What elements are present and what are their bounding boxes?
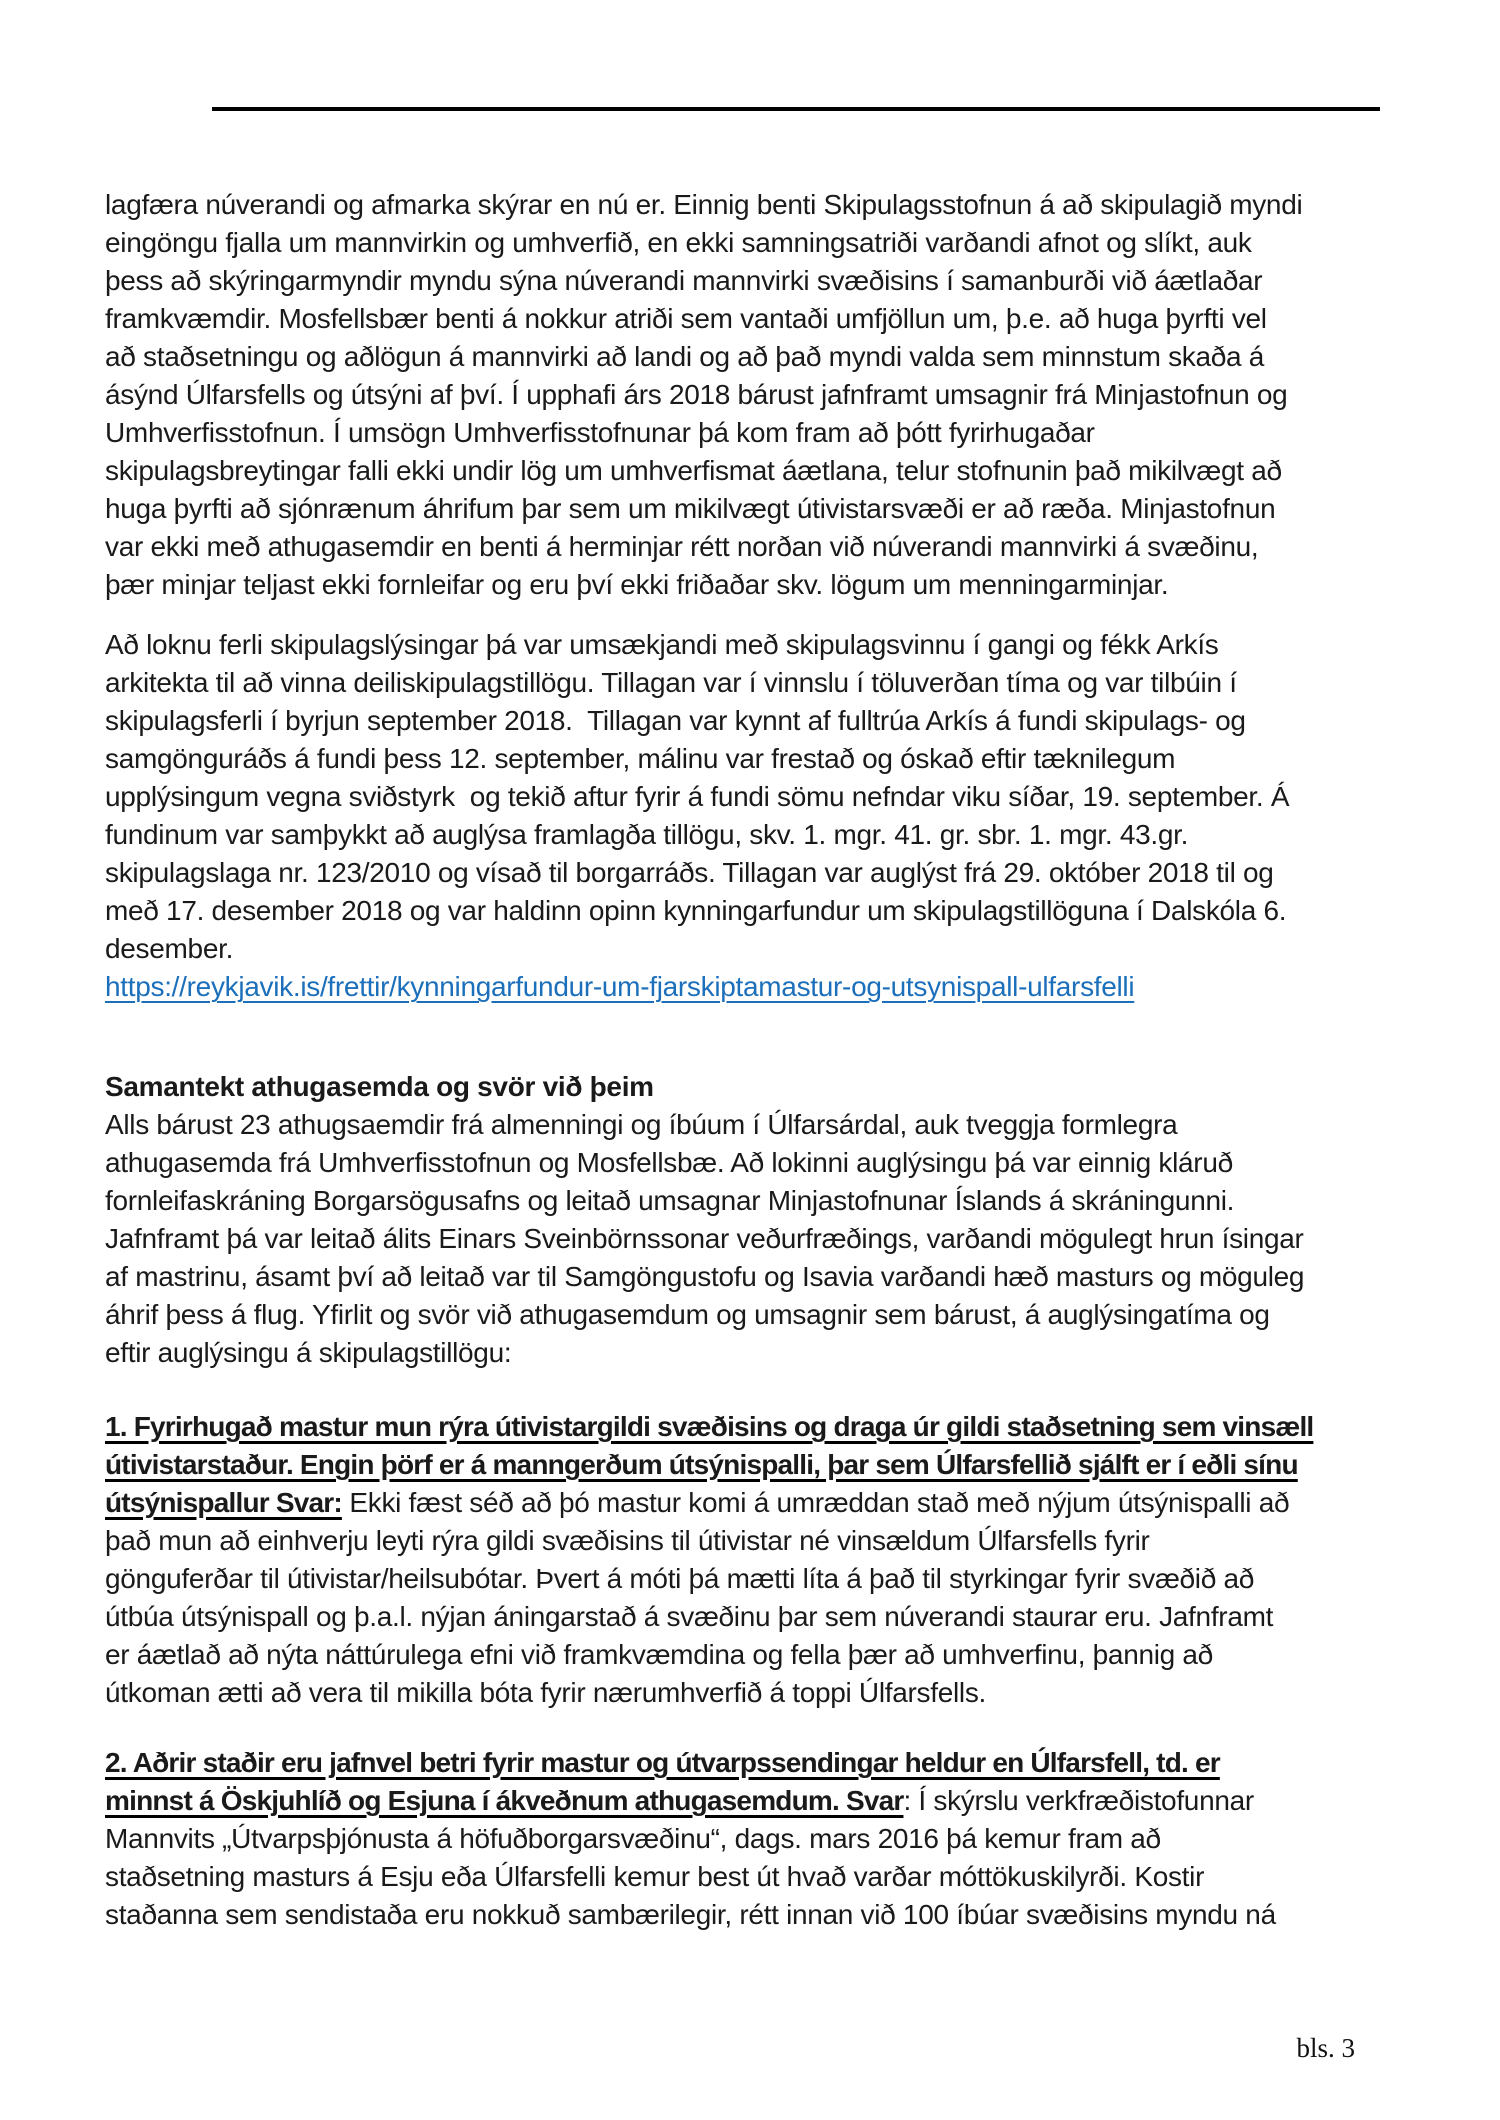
text-line [105, 1522, 1445, 1560]
text-line [105, 1220, 1445, 1258]
text-line [105, 626, 1445, 664]
body-text: að staðsetningu og aðlögun á mannvirki að landi og að það myndi valda sem minnstum skaða á [105, 341, 1265, 372]
paragraph-samantekt [105, 1106, 1445, 1372]
text-line [105, 854, 1445, 892]
horizontal-rule [212, 107, 1380, 111]
body-text: áhrif þess á flug. Yfirlit og svör við athugasemdum og umsagnir sem bárust, á auglýsingatíma og [105, 1299, 1270, 1330]
text-line [105, 376, 1445, 414]
body-text: skipulagsbreytingar falli ekki undir lög um umhverfismat áætlana, telur stofnunin það mikilvægt að [105, 455, 1282, 486]
body-text: Að loknu ferli skipulagslýsingar þá var umsækjandi með skipulagsvinnu í gangi og fékk Arkís [105, 629, 1219, 660]
text-line [105, 664, 1445, 702]
body-text: staðsetning masturs á Esju eða Úlfarsfelli kemur best út hvað varðar móttökuskilyrði. Kostir [105, 1861, 1205, 1892]
text-line [105, 1182, 1445, 1220]
body-text: þess að skýringarmyndir myndu sýna núverandi mannvirki svæðisins í samanburði við áætlaðar [105, 265, 1263, 296]
bold-underlined-text: 2. Aðrir staðir eru jafnvel betri fyrir mastur og útvarpssendingar heldur en Úlfarsfell, td. er [105, 1747, 1220, 1778]
body-text: með 17. desember 2018 og var haldinn opinn kynningarfundur um skipulagstillöguna í Dalskóla 6. [105, 895, 1287, 926]
body-text: Umhverfisstofnun. Í umsögn Umhverfisstofnunar þá kom fram að þótt fyrirhugaðar [105, 417, 1095, 448]
text-line [105, 778, 1445, 816]
body-text: útkoman ætti að vera til mikilla bóta fyrir nærumhverfið á toppi Úlfarsfells. [105, 1677, 987, 1708]
text-line [105, 1068, 1445, 1106]
text-line [105, 528, 1445, 566]
body-text: samgönguráðs á fundi þess 12. september, málinu var frestað og óskað eftir tæknilegum [105, 743, 1176, 774]
body-text: Alls bárust 23 athugsaemdir frá almenningi og íbúum í Úlfarsárdal, auk tveggja formlegra [105, 1109, 1178, 1140]
page-number: bls. 3 [1296, 2033, 1355, 2063]
body-text: huga þyrfti að sjónrænum áhrifum þar sem um mikilvægt útivistarsvæði er að ræða. Minjastofnun [105, 493, 1276, 524]
bold-underlined-text: útsýnispallur Svar: [105, 1487, 342, 1518]
body-text: eingöngu fjalla um mannvirkin og umhverfið, en ekki samningsatriði varðandi afnot og slíkt, auk [105, 227, 1252, 258]
heading-text: Samantekt athugasemda og svör við þeim [105, 1071, 654, 1102]
text-line [105, 1144, 1445, 1182]
text-line [105, 224, 1445, 262]
body-text: skipulagslaga nr. 123/2010 og vísað til borgarráðs. Tillagan var auglýst frá 29. október 2018 til og [105, 857, 1274, 888]
text-line [105, 1484, 1445, 1522]
text-line [105, 1782, 1445, 1820]
body-text: Ekki fæst séð að þó mastur komi á umræddan stað með nýjum útsýnispalli að [341, 1487, 1290, 1518]
body-text: fundinum var samþykkt að auglýsa framlagða tillögu, skv. 1. mgr. 41. gr. sbr. 1. mgr. 43.gr. [105, 819, 1189, 850]
text-line [105, 1858, 1445, 1896]
text-line [105, 338, 1445, 376]
body-text: eftir auglýsingu á skipulagstillögu: [105, 1337, 512, 1368]
text-line [105, 566, 1445, 604]
text-line [105, 452, 1445, 490]
section-heading [105, 1068, 1445, 1106]
comment-item-1 [105, 1408, 1445, 1712]
text-line [105, 1560, 1445, 1598]
text-line [105, 1744, 1445, 1782]
bold-underlined-text: 1. Fyrirhugað mastur mun rýra útivistargildi svæðisins og draga úr gildi staðsetning sem vinsæll [105, 1411, 1314, 1442]
text-line [105, 1106, 1445, 1144]
body-text: ásýnd Úlfarsfells og útsýni af því. Í upphafi árs 2018 bárust jafnframt umsagnir frá Minjastofnun og [105, 379, 1288, 410]
body-text: : Í skýrslu verkfræðistofunnar [903, 1785, 1254, 1816]
body-text: Mannvits „Útvarpsþjónusta á höfuðborgarsvæðinu“, dags. mars 2016 þá kemur fram að [105, 1823, 1161, 1854]
body-text: athugasemda frá Umhverfisstofnun og Mosfellsbæ. Að lokinni auglýsingu þá var einnig kláruð [105, 1147, 1233, 1178]
text-line [105, 1674, 1445, 1712]
text-line [105, 1636, 1445, 1674]
text-line [105, 1446, 1445, 1484]
text-line [105, 1408, 1445, 1446]
bold-underlined-text: minnst á Öskjuhlíð og Esjuna í ákveðnum athugasemdum. Svar [105, 1785, 904, 1816]
text-line [105, 186, 1445, 224]
text-line [105, 414, 1445, 452]
text-line [105, 1296, 1445, 1334]
text-line [105, 1896, 1445, 1934]
text-line [105, 930, 1445, 968]
text-line [105, 300, 1445, 338]
body-text: desember. [105, 933, 234, 964]
text-line [105, 740, 1445, 778]
body-text: arkitekta til að vinna deiliskipulagstillögu. Tillagan var í vinnslu í töluverðan tíma og var tilbúin í [105, 667, 1237, 698]
body-text: Jafnframt þá var leitað álits Einars Sveinbörnssonar veðurfræðings, varðandi mögulegt hrun ísingar [105, 1223, 1304, 1254]
paragraph-skipulagsferli [105, 626, 1445, 1006]
text-line [105, 1820, 1445, 1858]
body-text: þær minjar teljast ekki fornleifar og eru því ekki friðaðar skv. lögum um menningarminjar. [105, 569, 1169, 600]
body-text: af mastrinu, ásamt því að leitað var til Samgöngustofu og Isavia varðandi hæð masturs og möguleg [105, 1261, 1305, 1292]
bold-underlined-text: útivistarstaður. Engin þörf er á manngerðum útsýnispalli, þar sem Úlfarsfellið sjálft er í eðli sínu [105, 1449, 1298, 1480]
body-text: fornleifaskráning Borgarsögusafns og leitað umsagnar Minjastofnunar Íslands á skráningunni. [105, 1185, 1235, 1216]
body-text: framkvæmdir. Mosfellsbær benti á nokkur atriði sem vantaði umfjöllun um, þ.e. að huga þyrfti vel [105, 303, 1267, 334]
body-text: var ekki með athugasemdir en benti á herminjar rétt norðan við núverandi mannvirki á svæðinu, [105, 531, 1259, 562]
text-line [105, 816, 1445, 854]
text-line [105, 1598, 1445, 1636]
body-text: gönguferðar til útivistar/heilsubótar. Þvert á móti þá mætti líta á það til styrkingar fyrir svæðið að [105, 1563, 1255, 1594]
text-line [105, 1258, 1445, 1296]
text-line [105, 490, 1445, 528]
body-text: lagfæra núverandi og afmarka skýrar en nú er. Einnig benti Skipulagsstofnun á að skipulagið myndi [105, 189, 1303, 220]
body-text: skipulagsferli í byrjun september 2018. Tillagan var kynnt af fulltrúa Arkís á fundi skipulags- og [105, 705, 1246, 736]
text-line [105, 1334, 1445, 1372]
text-line [105, 262, 1445, 300]
text-line [105, 702, 1445, 740]
text-line [105, 892, 1445, 930]
comment-item-2 [105, 1744, 1445, 1934]
body-text: það mun að einhverju leyti rýra gildi svæðisins til útivistar né vinsældum Úlfarsfells fyrir [105, 1525, 1150, 1556]
hyperlink-kynningarfundur[interactable]: https://reykjavik.is/frettir/kynningarfundur-um-fjarskiptamastur-og-utsynispall-ulfarsfelli [105, 971, 1135, 1002]
body-text: staðanna sem sendistaða eru nokkuð sambærilegir, rétt innan við 100 íbúar svæðisins myndu ná [105, 1899, 1276, 1930]
body-text: upplýsingum vegna sviðstyrk og tekið aftur fyrir á fundi sömu nefndar viku síðar, 19. september. Á [105, 781, 1290, 812]
paragraph-skipulagsstofnun [105, 186, 1445, 604]
body-text: er áætlað að nýta náttúrulega efni við framkvæmdina og fella þær að umhverfinu, þannig að [105, 1639, 1213, 1670]
text-line [105, 968, 1445, 1006]
body-text: útbúa útsýnispall og þ.a.l. nýjan áningarstað á svæðinu þar sem núverandi staurar eru. Jafnframt [105, 1601, 1274, 1632]
